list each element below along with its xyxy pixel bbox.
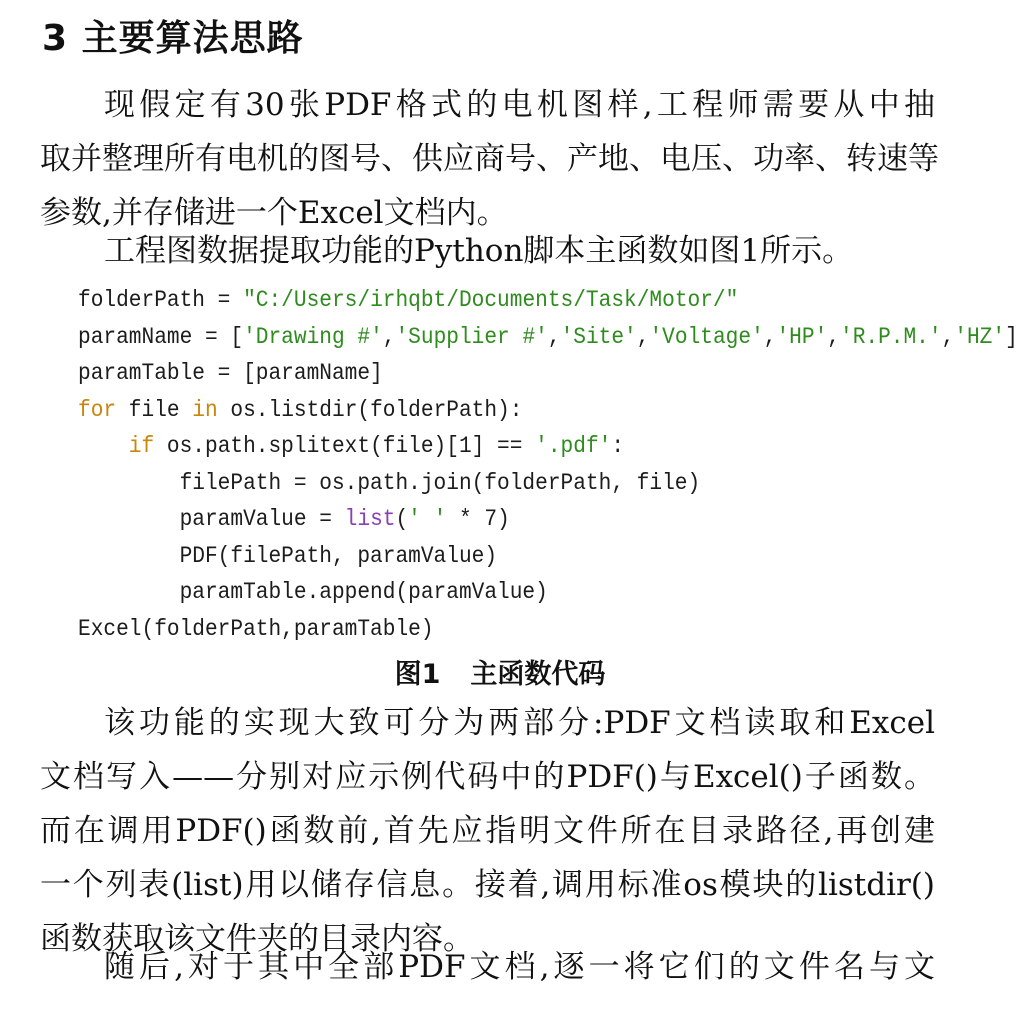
- figure-title: 主函数代码: [470, 659, 606, 690]
- paragraph-intro: [40, 78, 939, 240]
- text-line: 函数获取该文件夹的目录内容。: [40, 921, 474, 957]
- paragraph-continuation: [40, 940, 935, 994]
- figure-caption: [0, 650, 1000, 700]
- code-line: paramValue = list(' ' * 7): [78, 506, 510, 532]
- code-line: paramName = ['Drawing #','Supplier #','Site','Voltage','HP','R.P.M.','HZ']: [78, 323, 1018, 350]
- paragraph-implementation: [40, 696, 935, 966]
- figure-number: 图1: [394, 659, 441, 690]
- code-line: paramTable = [paramName]: [78, 360, 383, 386]
- text-line: 文档写入——分别对应示例代码中的PDF()与Excel()子函数。: [40, 759, 935, 795]
- code-line: Excel(folderPath,paramTable): [78, 615, 434, 642]
- code-line: if os.path.splitext(file)[1] == '.pdf':: [128, 433, 625, 459]
- text-line: 一个列表(list)用以储存信息。接着,调用标准os模块的listdir(): [40, 867, 935, 903]
- code-line: filePath = os.path.join(folderPath, file): [78, 469, 701, 496]
- text-line: 工程图数据提取功能的Python脚本主函数如图1所示。: [104, 233, 854, 269]
- text-line: 该功能的实现大致可分为两部分:PDF文档读取和Excel: [104, 705, 935, 741]
- text-line: 参数,并存储进一个Excel文档内。: [40, 195, 508, 231]
- paragraph-figure-ref: [40, 224, 935, 278]
- text-line: 现假定有30张PDF格式的电机图样,工程师需要从中抽: [104, 87, 935, 123]
- code-line: for file in os.listdir(folderPath):: [78, 396, 523, 423]
- code-line: folderPath = "C:/Users/irhqbt/Documents/Task/Motor/": [78, 287, 739, 313]
- text-line: 随后,对于其中全部PDF文档,逐一将它们的文件名与文: [104, 949, 935, 985]
- text-line: 而在调用PDF()函数前,首先应指明文件所在目录路径,再创建: [40, 813, 935, 849]
- text-line: 取并整理所有电机的图号、供应商号、产地、电压、功率、转速等: [40, 141, 939, 177]
- code-listing: [78, 282, 1018, 647]
- code-line: paramTable.append(paramValue): [78, 579, 548, 605]
- section-heading: 3 主要算法思路: [42, 18, 304, 59]
- code-line: PDF(filePath, paramValue): [78, 542, 498, 569]
